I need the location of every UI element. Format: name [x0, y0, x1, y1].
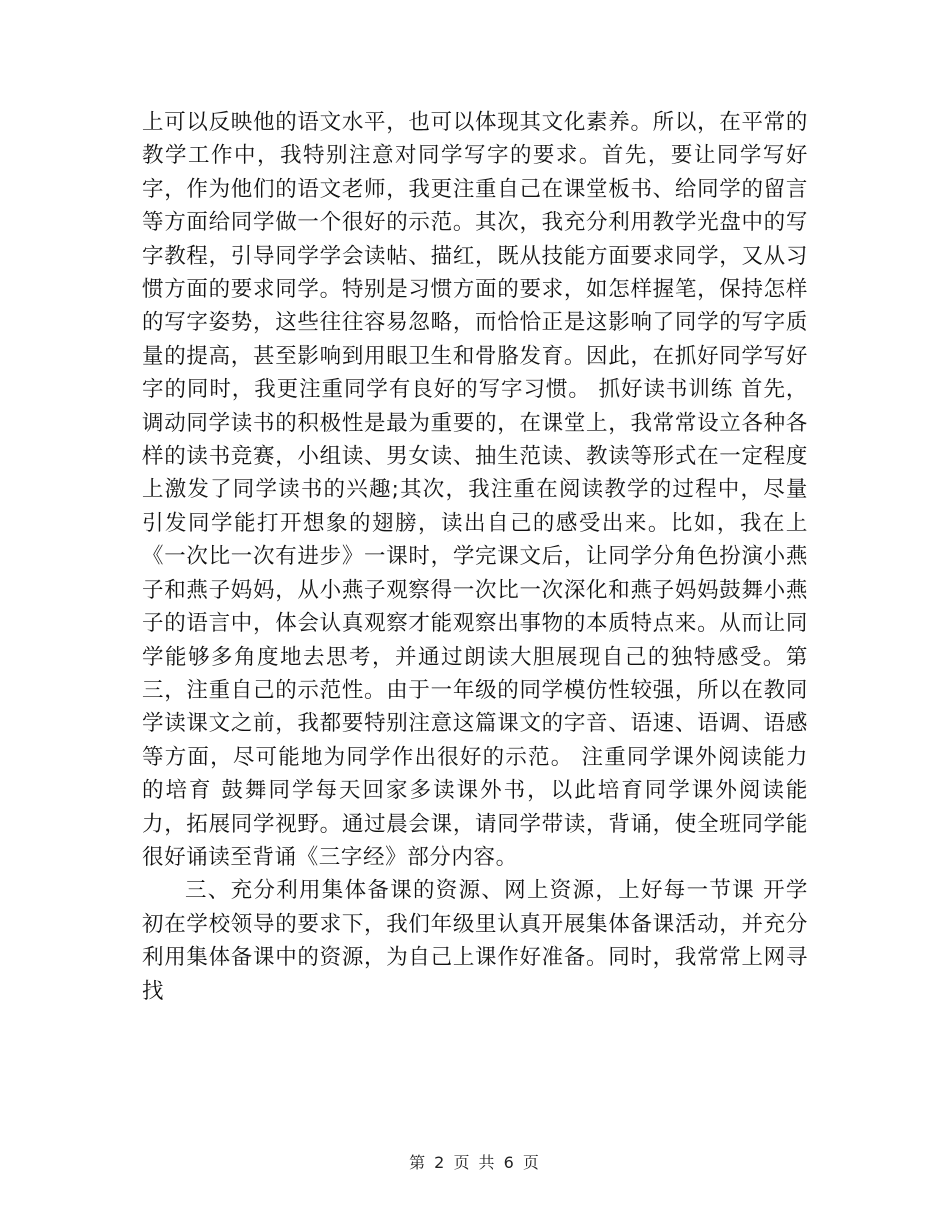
- document-body: [142, 106, 808, 1008]
- page-number-footer: 第 2 页 共 6 页: [409, 1153, 541, 1172]
- paragraph-2: 三、充分利用集体备课的资源、网上资源，上好每一节课 开学初在学校领导的要求下，我们年级里认真开展集体备课活动，并充分利用集体备课中的资源，为自己上课作好准备。同时，我常常上网寻找: [142, 878, 808, 1004]
- paragraph-1: 上可以反映他的语文水平，也可以体现其文化素养。所以，在平常的教学工作中，我特别注意对同学写字的要求。首先，要让同学写好字，作为他们的语文老师，我更注重自己在课堂板书、给同学的留言等方面给同学做一个很好的示范。其次，我充分利用教学光盘中的写字教程，引导同学学会读帖、描红，既从技能方面要求同学，又从习惯方面的要求同学。特别是习惯方面的要求，如怎样握笔，保持怎样的写字姿势，这些往往容易忽略，而恰恰正是这影响了同学的写字质量的提高，甚至影响到用眼卫生和骨胳发育。因此，在抓好同学写好字的同时，我更注重同学有良好的写字习惯。 抓好读书训练 首先，调动同学读书的积极性是最为重要的，在课堂上，我常常设立各种各样的读书竞赛，小组读、男女读、抽生范读、教读等形式在一定程度上激发了同学读书的兴趣;其次，我注重在阅读教学的过程中，尽量引发同学能打开想象的翅膀，读出自己的感受出来。比如，我在上《一次比一次有进步》一课时，学完课文后，让同学分角色扮演小燕子和燕子妈妈，从小燕子观察得一次比一次深化和燕子妈妈鼓舞小燕子的语言中，体会认真观察才能观察出事物的本质特点来。从而让同学能够多角度地去思考，并通过朗读大胆展现自己的独特感受。第三，注重自己的示范性。由于一年级的同学模仿性较强，所以在教同学读课文之前，我都要特别注意这篇课文的字音、语速、语调、语感等方面，尽可能地为同学作出很好的示范。 注重同学课外阅读能力的培育 鼓舞同学每天回家多读课外书，以此培育同学课外阅读能力，拓展同学视野。通过晨会课，请同学带读，背诵，使全班同学能很好诵读至背诵《三字经》部分内容。: [142, 110, 808, 870]
